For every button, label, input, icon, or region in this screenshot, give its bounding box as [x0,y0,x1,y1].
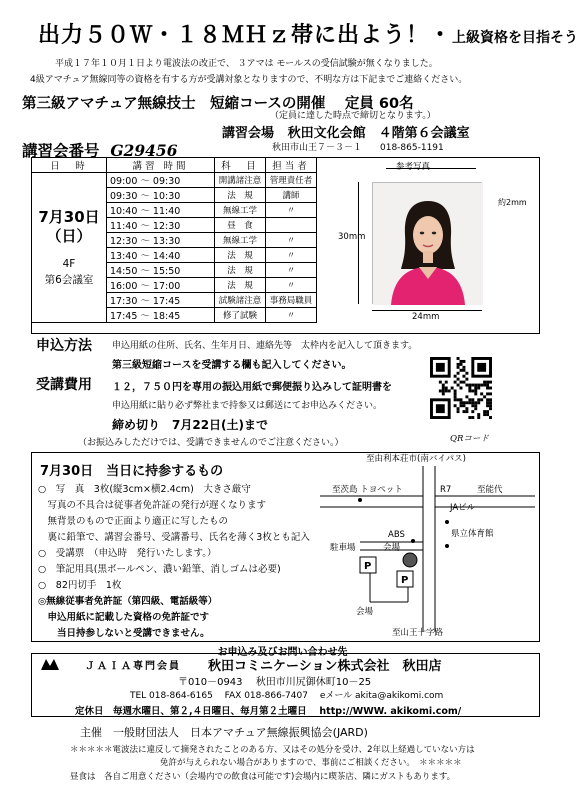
venue-marker [403,553,417,567]
map-ja-label: JAビル [450,503,476,513]
abs-dot [411,539,415,543]
width-arrow [372,310,482,311]
schedule-subject: 法 規 [215,278,266,293]
schedule-subject: 無線工学 [215,203,266,218]
schedule-weekday: （日） [46,226,92,245]
map-north-label: 至由利本荘市(南バイパス) [366,454,466,464]
application-note: （お振込みしただけでは、受講できませんのでご注意ください。） [78,438,344,448]
organizer: 主催 一般財団法人 日本アマチュア無線振興協会(JARD) [80,726,368,739]
schedule-time: 11:40 〜 12:30 [107,218,215,233]
pref-dot [445,544,449,548]
schedule-time: 09:00 〜 09:30 [107,173,215,188]
capacity-note: （定員に達した時点で締切となります。） [270,111,436,121]
warning-line-1: ＊＊＊＊＊電波法に違反して摘発されたことのある方、又はその処分を受け、2年以上経過していない方は [70,745,475,755]
bring-item: ○ 写 真 3枚(縦3cm×横2.4cm) 大きさ厳守 [38,484,251,495]
schedule-subject: 法 規 [215,248,266,263]
photo-height-label: 30mm [338,232,366,242]
schedule-subject: 開講諸注意 [215,173,266,188]
photo-margin-label: 約2mm [498,198,527,207]
jaia-member: ＪＡＩＡ専門会員 [85,661,181,672]
header-subject: 科 目 [215,158,266,173]
course-number-value: G29456 [110,141,178,160]
intro-line-1: 平成１７年１０月１日より電波法の改正で、 ３アマは モールスの受信試験が無くなりました。 [55,59,438,69]
fee-label: 受講費用 [36,377,92,393]
company-phone: TEL 018-864-6165 FAX 018-866-7407 eメール akita@akikomi.com [130,691,444,701]
schedule-row [32,173,317,188]
warning-line-2: 免許が与えられない場合がありますので、事前にご相談ください。 ＊＊＊＊＊ [160,758,462,768]
bring-item: 無背景のもので正面より適正に写したもの [38,516,229,527]
schedule-time: 17:30 〜 17:45 [107,293,215,308]
schedule-subject: 試験諸注意 [215,293,266,308]
schedule-person: 〃 [266,233,317,248]
fee-text-2: 申込用紙に貼り必ず弊社まで持参又は郵送にてお申込みください。 [112,401,383,411]
map-venue-label-2: 会場 [356,607,374,617]
schedule-date: 7月30日 [38,207,100,226]
schedule-person: 〃 [266,203,317,218]
contact-title: お申込み及びお問い合わせ先 [217,647,348,658]
header-person: 担当者 [266,158,317,173]
bring-item: ○ 82円切手 1枚 [38,580,122,591]
schedule-date-cell [32,173,107,323]
schedule-person: 〃 [266,248,317,263]
schedule-subject: 法 規 [215,188,266,203]
map-abs-label: ABS [388,530,405,540]
schedule-person [266,218,317,233]
schedule-time: 12:30 〜 13:30 [107,233,215,248]
schedule-subject: 無線工学 [215,233,266,248]
schedule-floor: 4F [62,257,76,270]
venue-label: 講習会場 [222,126,275,141]
schedule-person: 〃 [266,308,317,323]
schedule-time: 16:00 〜 17:00 [107,278,215,293]
course-number-label: 講習会番号 [22,142,100,160]
schedule-room: 第6会議室 [44,273,94,286]
schedule-person: 事務局職員 [266,293,317,308]
parking-p-2: P [401,575,409,586]
photo-width-label: 24mm [412,312,440,322]
map-nosiro-label: 至能代 [477,485,503,495]
company-logo-icon [40,656,60,670]
map-pref-label: 県立体育館 [451,529,494,539]
bring-item: 申込用紙に記載した資格の免許証です [38,612,210,623]
lunch-note: 昼食は 各自ご用意ください（会場内での飲食は可能です)会場内に喫茶店、隣にガストもあります。 [70,772,456,782]
map-r7-label: R7 [440,485,452,495]
schedule-subject: 修了試験 [215,308,266,323]
schedule-person: 〃 [266,278,317,293]
schedule-person: 講師 [266,188,317,203]
bring-item: 写真の不具合は従事者免許証の発行が遅くなります [38,500,267,511]
qr-label: QRコード [450,434,489,444]
schedule-time: 17:45 〜 18:45 [107,308,215,323]
header-date: 日 時 [32,158,107,173]
schedule-time: 10:40 〜 11:40 [107,203,215,218]
height-arrow [358,182,359,304]
headline-main: 出力５０Ｗ・１８ＭＨｚ帯に出よう！・ [38,23,453,48]
ja-dot [445,520,449,524]
company-holiday: 定休日 毎週水曜日、第２,４日曜日、毎月第２土曜日 http://WWW. akikomi.com/ [75,706,462,717]
photo-top-line [386,168,476,169]
company-name: 秋田コミニケーション株式会社 秋田店 [208,659,442,674]
bring-item: ◎無線従事者免許証（第四級、電話級等） [38,596,218,607]
schedule-time: 09:30 〜 10:30 [107,188,215,203]
access-map [300,452,540,642]
application-text-1: 申込用紙の住所、氏名、生年月日、連絡先等 太枠内を記入して頂きます。 [112,341,418,351]
schedule-header [32,158,317,173]
bring-item: 当日持参しないと受講できません。 [38,628,210,639]
company-address: 〒010－0943 秋田市川尻御休町10－25 [178,677,372,688]
schedule-subject: 昼 食 [215,218,266,233]
reference-photo [372,182,482,304]
qr-code[interactable] [430,357,492,419]
photo-label: 参考写真 [396,162,431,172]
header-time: 講習 時間 [107,158,215,173]
schedule-table [31,157,317,323]
schedule-body [32,173,317,323]
schedule-subject: 法 規 [215,263,266,278]
portrait-illustration [373,183,483,305]
map-toyopet-label: 至茨島 トヨペット [332,485,403,495]
bring-item: ○ 受講票 （申込時 発行いたします。） [38,548,217,559]
application-text-2: 第三級短縮コースを受講する欄も記入してください。 [112,360,352,371]
course-title: 第三級アマチュア無線技士 短縮コースの開催 定員 60名 [22,96,414,112]
map-south-label: 至山王十字路 [392,628,444,638]
venue [222,122,470,141]
fee-text: １２，７５０円を専用の振込用紙で郵便振り込みして証明書を [112,382,392,393]
venue-address: 秋田市山王７－３－１ 018-865-1191 [272,143,444,153]
schedule-time: 14:50 〜 15:50 [107,263,215,278]
parking-p-1: P [364,561,372,572]
deadline: 締め切り 7月22日(土)まで [112,418,269,432]
schedule-time: 13:40 〜 14:40 [107,248,215,263]
schedule-person: 〃 [266,263,317,278]
bring-item: ○ 筆記用具(黒ボールペン、濃い鉛筆、消しゴムは必要) [38,564,281,575]
bring-item: 裏に鉛筆で、講習会番号、受講番号、氏名を薄く3枚とも記入 [38,532,310,543]
schedule-person: 管理責任者 [266,173,317,188]
map-venue-label: 会場 [383,543,401,553]
headline-sub: 上級資格を目指そう [452,30,578,46]
application-label: 申込方法 [36,338,92,354]
map-parking-label: 駐車場 [330,543,356,553]
headline [38,18,578,49]
intro-line-2: 4級アマチュア無線同等の資格を有する方が受講対象となりますので、不明な方は下記までご連絡ください。 [30,75,468,85]
bring-title: 7月30日 当日に持参するもの [40,464,224,479]
venue-name: 秋田文化会館 ４階第６会議室 [287,126,470,141]
toyopet-dot [358,498,362,502]
